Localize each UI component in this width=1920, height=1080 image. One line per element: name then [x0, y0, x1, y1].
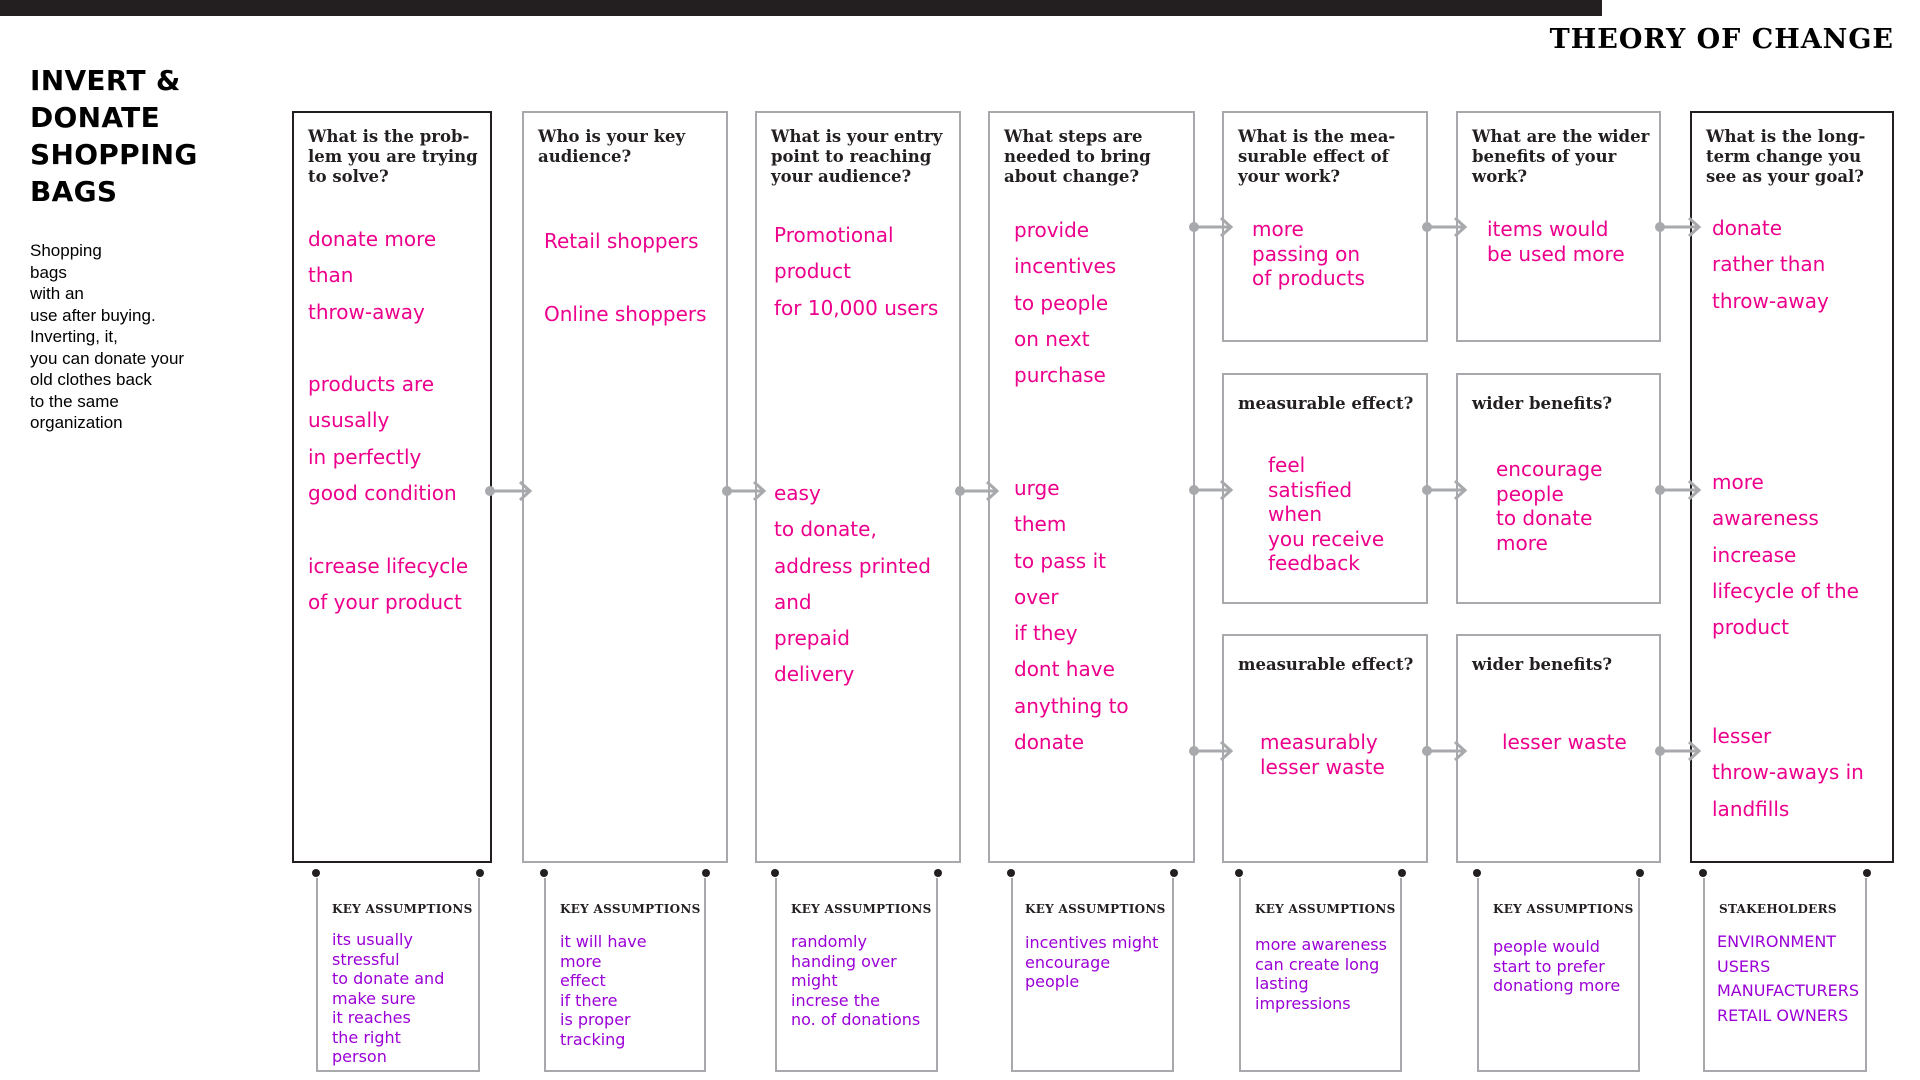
- card-line: person: [332, 1047, 387, 1066]
- card-line: the right: [332, 1027, 401, 1047]
- card-line: to donate and: [332, 969, 445, 988]
- card-line: MANUFACTURERS: [1717, 981, 1859, 1000]
- arrow-dot: [722, 486, 732, 496]
- card-dot: [934, 869, 942, 877]
- card-title: KEY ASSUMPTIONS: [332, 902, 473, 916]
- card-line: might: [791, 971, 838, 990]
- question-line: wider benefits?: [1472, 655, 1613, 674]
- arrow-audience-entry: [727, 482, 764, 500]
- answer-line: items would: [1487, 217, 1609, 241]
- card-line: stressful: [332, 949, 400, 969]
- card-line: start to prefer: [1493, 956, 1605, 976]
- question-line: lem you are trying: [308, 147, 478, 166]
- card-line: increse the: [791, 990, 880, 1010]
- arrow-dot: [1655, 222, 1665, 232]
- question-line: term change you: [1706, 147, 1862, 166]
- answer-line: donate more: [308, 227, 437, 251]
- arrow-benefit-goal-2: [1660, 481, 1699, 499]
- answer-line: of products: [1252, 266, 1365, 290]
- answer-line: to pass it: [1014, 548, 1106, 573]
- answer-line: product: [774, 259, 851, 284]
- answer-line: easy: [774, 481, 821, 505]
- answer-line: more: [1496, 530, 1548, 555]
- card-line: USERS: [1717, 956, 1771, 976]
- question-line: point to reaching: [771, 147, 932, 166]
- answer-line: more: [1252, 217, 1304, 241]
- card-title: KEY ASSUMPTIONS: [1025, 902, 1166, 916]
- answer-line: be used more: [1487, 241, 1625, 266]
- card-line: it reaches: [332, 1008, 411, 1027]
- arrow-effect-benefit-1: [1427, 218, 1465, 236]
- answer-line: encourage: [1496, 457, 1603, 481]
- question-line: benefits of your: [1472, 147, 1617, 166]
- arrow-dot: [1422, 222, 1432, 232]
- intro-line: old clothes back: [30, 370, 152, 389]
- card-title: KEY ASSUMPTIONS: [1255, 902, 1396, 916]
- answer-line: and: [774, 589, 812, 614]
- card-line: incentives might: [1025, 933, 1159, 952]
- card-line: handing over: [791, 951, 897, 971]
- answer-line: passing on: [1252, 241, 1360, 266]
- intro-line: Inverting, it,: [30, 327, 118, 346]
- arrow-dot: [1655, 746, 1665, 756]
- answer-line: them: [1014, 512, 1067, 537]
- answer-line: for 10,000 users: [774, 295, 939, 320]
- arrow-entry-steps: [960, 482, 997, 500]
- answer-line: Retail shoppers: [544, 229, 699, 253]
- question-line: to solve?: [308, 167, 389, 186]
- question-line: audience?: [538, 147, 632, 166]
- answer-line: address printed: [774, 553, 931, 578]
- answer-line: delivery: [774, 662, 855, 687]
- card-line: people would: [1493, 937, 1600, 956]
- arrow-dot: [1189, 746, 1199, 756]
- arrow-benefit-goal-3: [1660, 742, 1699, 760]
- card-dot: [312, 869, 320, 877]
- section-label: THEORY OF CHANGE: [1549, 24, 1894, 55]
- answer-line: throw-away: [308, 299, 425, 324]
- arrow-effect-benefit-3: [1427, 742, 1465, 760]
- card-dot: [1473, 869, 1481, 877]
- assumption-card: [775, 878, 938, 1072]
- answer-line: over: [1014, 584, 1059, 609]
- card-line: ENVIRONMENT: [1717, 932, 1837, 951]
- question-line: Who is your key: [538, 127, 686, 146]
- card-line: encourage: [1025, 952, 1111, 972]
- answer-line: measurably: [1260, 730, 1378, 754]
- arrow-dot: [1422, 746, 1432, 756]
- answer-line: when: [1268, 502, 1323, 526]
- intro-line: use after buying.: [30, 305, 156, 325]
- answer-line: lesser waste: [1260, 754, 1385, 779]
- card-line: people: [1025, 972, 1080, 991]
- card-line: it will have: [560, 932, 647, 951]
- card-line: if there: [560, 990, 618, 1010]
- assumption-card: [544, 878, 706, 1072]
- answer-line: products are: [308, 372, 435, 396]
- assumption-card: [316, 878, 480, 1072]
- arrow-steps-effect-3: [1194, 742, 1231, 760]
- assumption-card: [1011, 878, 1174, 1072]
- question-line: What is the long-: [1706, 127, 1866, 146]
- answer-line: you receive: [1268, 526, 1385, 551]
- answer-line: prepaid: [774, 626, 850, 651]
- question-line: your work?: [1238, 167, 1341, 186]
- card-line: impressions: [1255, 993, 1351, 1013]
- title-line: BAGS: [30, 175, 118, 208]
- intro-line: to the same: [30, 391, 119, 411]
- answer-line: Promotional: [774, 223, 894, 247]
- answer-line: people: [1496, 481, 1564, 506]
- card-text: [560, 932, 647, 1049]
- answer-line: satisfied: [1268, 477, 1353, 502]
- arrow-steps-effect-1: [1194, 218, 1231, 236]
- question-line: about change?: [1004, 167, 1140, 186]
- card-line: lasting: [1255, 974, 1309, 993]
- card-text: [791, 932, 920, 1030]
- answer-line: incentives: [1014, 254, 1117, 279]
- arrow-effect-benefit-2: [1427, 481, 1465, 499]
- answer-line: lesser: [1712, 724, 1772, 748]
- card-dot: [702, 869, 710, 877]
- card-text: [1255, 935, 1387, 1013]
- answer-line: purchase: [1014, 363, 1106, 388]
- card-text: [1493, 937, 1620, 996]
- answer-line: feedback: [1268, 551, 1360, 575]
- question-line: What is the mea-: [1238, 127, 1396, 146]
- arrow-steps-effect-2: [1194, 481, 1231, 499]
- question-line: What is your entry: [771, 127, 943, 146]
- answer-line: increase: [1712, 542, 1797, 567]
- answer-line: landfills: [1712, 796, 1790, 821]
- question-line: measurable effect?: [1238, 655, 1414, 674]
- question-line: What are the wider: [1472, 127, 1650, 146]
- answer-line: anything to: [1014, 693, 1129, 718]
- card-title: STAKEHOLDERS: [1719, 902, 1837, 916]
- card-dot: [540, 869, 548, 877]
- card-dot: [1235, 869, 1243, 877]
- card-dot: [1398, 869, 1406, 877]
- question-line: needed to bring: [1004, 147, 1151, 166]
- card-line: no. of donations: [791, 1010, 921, 1029]
- question-line: your audience?: [771, 167, 912, 186]
- answer-line: throw-away: [1712, 288, 1829, 313]
- answer-line: provide: [1014, 218, 1090, 242]
- question-line: wider benefits?: [1472, 394, 1613, 413]
- answer-line: to donate,: [774, 517, 877, 542]
- answer-line: good condition: [308, 480, 457, 505]
- assumption-card: [1477, 878, 1640, 1072]
- card-line: its usually: [332, 930, 413, 949]
- card-dot: [1863, 869, 1871, 877]
- arrow-dot: [485, 486, 495, 496]
- answer-line: rather than: [1712, 252, 1826, 277]
- card-text: [1717, 930, 1859, 1028]
- title-line: INVERT &: [30, 64, 181, 97]
- answer-line: dont have: [1014, 657, 1115, 682]
- question-line: see as your goal?: [1706, 167, 1864, 186]
- answer-line: feel: [1268, 453, 1306, 477]
- card-line: can create long: [1255, 954, 1380, 974]
- answer-line: product: [1712, 615, 1789, 640]
- arrow-problem-audience: [490, 482, 530, 500]
- card-dot: [476, 869, 484, 877]
- intro-line: you can donate your: [30, 348, 185, 368]
- intro-line: bags: [30, 262, 67, 282]
- answer-line: than: [308, 263, 354, 288]
- answer-line: Online shoppers: [544, 302, 707, 326]
- answer-line: icrease lifecycle: [308, 554, 469, 578]
- card-line: donationg more: [1493, 976, 1621, 995]
- answer-line: awareness: [1712, 506, 1819, 531]
- card-line: randomly: [791, 932, 867, 951]
- card-title: KEY ASSUMPTIONS: [560, 902, 701, 916]
- assumption-card: [1239, 878, 1402, 1072]
- answer-line: on next: [1014, 326, 1090, 351]
- question-line: surable effect of: [1238, 147, 1389, 166]
- arrow-dot: [1655, 485, 1665, 495]
- card-line: effect: [560, 971, 606, 990]
- answer-line: ususally: [308, 408, 390, 433]
- answer-line: if they: [1014, 621, 1078, 646]
- arrow-dot: [955, 486, 965, 496]
- card-line: make sure: [332, 988, 416, 1008]
- arrow-dot: [1422, 485, 1432, 495]
- card-line: more: [560, 951, 602, 971]
- card-line: tracking: [560, 1029, 626, 1049]
- answer-line: of your product: [308, 590, 462, 615]
- arrow-benefit-goal-1: [1660, 218, 1699, 236]
- answer-line: lesser waste: [1502, 730, 1627, 754]
- card-text: [332, 930, 444, 1067]
- card-title: KEY ASSUMPTIONS: [791, 902, 932, 916]
- intro-line: organization: [30, 413, 123, 432]
- card-dot: [1170, 869, 1178, 877]
- arrow-dot: [1189, 485, 1199, 495]
- answer-line: throw-aways in: [1712, 760, 1864, 785]
- card-dot: [1636, 869, 1644, 877]
- card-text: [1025, 933, 1158, 992]
- stakeholders-card: [1703, 878, 1867, 1072]
- card-title: KEY ASSUMPTIONS: [1493, 902, 1634, 916]
- card-line: RETAIL OWNERS: [1717, 1005, 1849, 1025]
- intro-line: with an: [30, 284, 84, 303]
- answer-line: lifecycle of the: [1712, 578, 1859, 603]
- intro-line: Shopping: [30, 241, 102, 260]
- title-line: DONATE: [30, 101, 161, 134]
- answer-line: in perfectly: [308, 444, 422, 469]
- answer-line: to people: [1014, 290, 1109, 315]
- card-dot: [771, 869, 779, 877]
- card-line: more awareness: [1255, 935, 1387, 954]
- card-line: is proper: [560, 1010, 631, 1029]
- answer-line: urge: [1014, 476, 1060, 500]
- question-line: What steps are: [1004, 127, 1143, 146]
- question-line: measurable effect?: [1238, 394, 1414, 413]
- question-line: What is the prob-: [308, 127, 470, 146]
- answer-line: more: [1712, 470, 1764, 494]
- question-line: work?: [1472, 167, 1528, 186]
- answer-line: donate: [1014, 730, 1085, 755]
- arrow-dot: [1189, 222, 1199, 232]
- card-dot: [1007, 869, 1015, 877]
- card-dot: [1699, 869, 1707, 877]
- answer-line: to donate: [1496, 506, 1593, 530]
- answer-line: donate: [1712, 216, 1783, 240]
- title-line: SHOPPING: [30, 138, 198, 171]
